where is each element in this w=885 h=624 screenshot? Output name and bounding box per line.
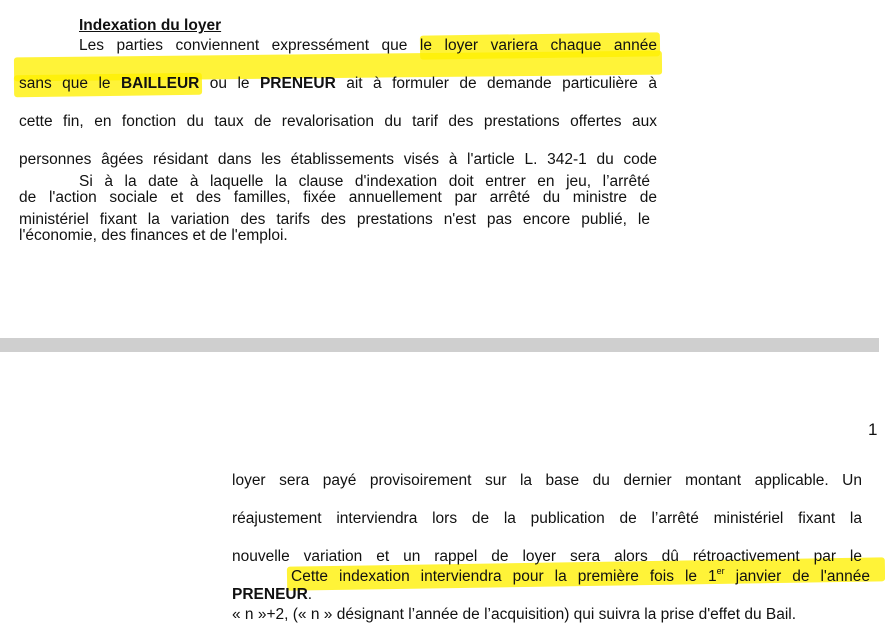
text-line: Si à la date à laquelle la clause d'indexation doit entrer en jeu, l’arrêté (79, 173, 650, 190)
text-line: « n »+2, (« n » désignant l’année de l’acquisition) qui suivra la prise d'effet du Bail. (232, 606, 797, 623)
party-preneur: PRENEUR (232, 586, 308, 603)
text-line: PRENEUR. (232, 586, 313, 603)
party-bailleur: BAILLEUR (120, 75, 200, 92)
page-number: 1 (868, 420, 878, 439)
page-separator (0, 338, 879, 352)
text-line: ministériel fixant la variation des tarifs des prestations n'est pas encore publié, le (19, 211, 650, 228)
text-line: de l'action sociale et des familles, fixée annuellement par arrêté du ministre de (19, 189, 657, 206)
text-line: Les parties conviennent expressément que le loyer variera chaque année (79, 37, 657, 54)
party-preneur: PRENEUR (259, 75, 336, 92)
text-line: loyer sera payé provisoirement sur la base du dernier montant applicable. Un (232, 472, 862, 489)
text-line: réajustement interviendra lors de la publication de l’arrêté ministériel fixant la (232, 510, 862, 527)
text-line: cette fin, en fonction du taux de revalorisation du tarif des prestations offertes aux (19, 113, 657, 130)
text-line: personnes âgées résidant dans les établissements visés à l'article L. 342-1 du code (19, 151, 657, 168)
text-line: sans que le BAILLEUR ou le PRENEUR ait à formuler de demande particulière à (19, 75, 657, 92)
text-line: nouvelle variation et un rappel de loyer sera alors dû rétroactivement par le (232, 548, 862, 565)
section-heading: Indexation du loyer (79, 17, 222, 34)
text-line: Cette indexation interviendra pour la première fois le 1er janvier de l'année (291, 566, 870, 585)
text-line: l'économie, des finances et de l'emploi. (19, 227, 288, 244)
